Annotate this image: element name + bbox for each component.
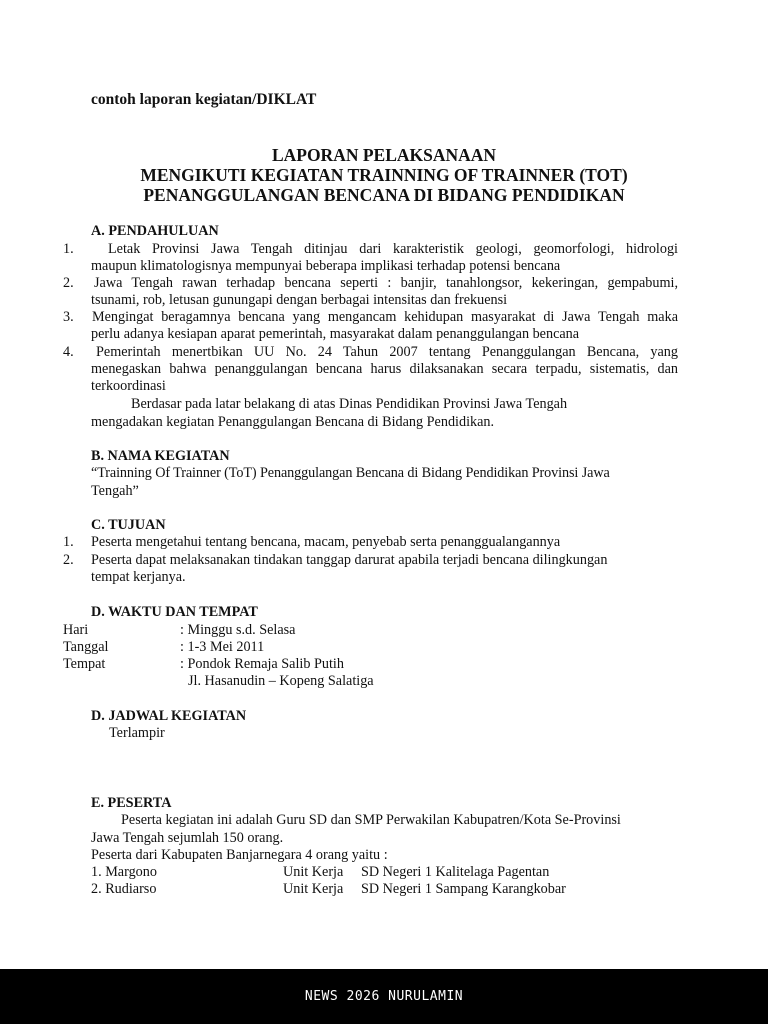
participant-unit: SD Negeri 1 Kalitelaga Pagentan xyxy=(361,864,550,880)
list-number: 4. xyxy=(63,344,74,360)
participants-paragraph: Jawa Tengah sejumlah 150 orang. xyxy=(91,830,284,846)
detail-label: Hari xyxy=(63,622,89,638)
list-item-text: menegaskan bahwa penanggulangan bencana harus dilaksanakan secara terpadu, sistematis, dan xyxy=(91,361,678,377)
list-item-text: tsunami, rob, letusan gunungapi dengan berbagai intensitas dan frekuensi xyxy=(91,292,508,308)
detail-value: Jl. Hasanudin – Kopeng Salatiga xyxy=(188,673,374,689)
footer-banner xyxy=(0,969,768,1024)
list-item-text: maupun klimatologisnya mempunyai beberapa implikasi terhadap potensi bencana xyxy=(91,258,561,274)
detail-value: : Pondok Remaja Salib Putih xyxy=(180,656,344,672)
document-subtitle: contoh laporan kegiatan/DIKLAT xyxy=(91,91,317,108)
detail-value: : 1-3 Mei 2011 xyxy=(180,639,265,655)
title-line-1: LAPORAN PELAKSANAAN xyxy=(271,145,497,165)
list-item-text: tempat kerjanya. xyxy=(91,569,186,585)
list-number: 3. xyxy=(63,309,74,325)
list-number: 2. xyxy=(63,275,74,291)
section-e-heading: E. PESERTA xyxy=(91,795,172,811)
schedule-text: Terlampir xyxy=(109,725,165,741)
participants-intro: Peserta dari Kabupaten Banjarnegara 4 orang yaitu : xyxy=(91,847,388,863)
list-item-text: Mengingat beragamnya bencana yang mengancam kehidupan masyarakat di Jawa Tengah maka xyxy=(92,309,678,325)
list-number: 2. xyxy=(63,552,74,568)
section-d-heading: D. WAKTU DAN TEMPAT xyxy=(91,604,258,620)
participant-name: 2. Rudiarso xyxy=(91,881,157,897)
list-item-text: perlu adanya kesiapan aparat pemerintah, masyarakat dalam penanggulangan bencana xyxy=(91,326,580,342)
title-line-2: MENGIKUTI KEGIATAN TRAINNING OF TRAINNER (TOT) xyxy=(140,165,628,185)
footer-text: NEWS 2026 NURULAMIN xyxy=(304,989,464,1004)
list-item-text: Jawa Tengah rawan terhadap bencana seperti : banjir, tanahlongsor, kekeringan, gempabumi, xyxy=(94,275,678,291)
participant-unit-label: Unit Kerja xyxy=(283,881,344,897)
participant-unit-label: Unit Kerja xyxy=(283,864,344,880)
section-c-heading: C. TUJUAN xyxy=(91,517,166,533)
detail-label: Tanggal xyxy=(63,639,109,655)
closing-paragraph: Berdasar pada latar belakang di atas Dinas Pendidikan Provinsi Jawa Tengah xyxy=(131,396,568,412)
list-number: 1. xyxy=(63,534,74,550)
activity-name: “Trainning Of Trainner (ToT) Penanggulangan Bencana di Bidang Pendidikan Provinsi Jawa xyxy=(91,465,610,481)
list-number: 1. xyxy=(63,241,74,257)
section-b-heading: B. NAMA KEGIATAN xyxy=(91,448,230,464)
section-d2-heading: D. JADWAL KEGIATAN xyxy=(91,708,247,724)
detail-value: : Minggu s.d. Selasa xyxy=(180,622,296,638)
detail-label: Tempat xyxy=(63,656,106,672)
activity-name: Tengah” xyxy=(91,483,139,499)
participant-name: 1. Margono xyxy=(91,864,157,880)
section-a-heading: A. PENDAHULUAN xyxy=(91,223,219,239)
title-line-3: PENANGGULANGAN BENCANA DI BIDANG PENDIDIKAN xyxy=(143,185,625,205)
list-item-text: terkoordinasi xyxy=(91,378,166,394)
participant-unit: SD Negeri 1 Sampang Karangkobar xyxy=(361,881,566,897)
list-item-text: Letak Provinsi Jawa Tengah ditinjau dari karakteristik geologi, geomorfologi, hidrologi xyxy=(108,241,678,257)
list-item-text: Peserta mengetahui tentang bencana, macam, penyebab serta penanggualangannya xyxy=(91,534,561,550)
participants-paragraph: Peserta kegiatan ini adalah Guru SD dan SMP Perwakilan Kabupatren/Kota Se-Provinsi xyxy=(121,812,621,828)
closing-paragraph: mengadakan kegiatan Penanggulangan Bencana di Bidang Pendidikan. xyxy=(91,414,495,430)
list-item-text: Peserta dapat melaksanakan tindakan tanggap darurat apabila terjadi bencana dilingkungan xyxy=(91,552,608,568)
list-item-text: Pemerintah menertbikan UU No. 24 Tahun 2007 tentang Penanggulangan Bencana, yang xyxy=(96,344,678,360)
